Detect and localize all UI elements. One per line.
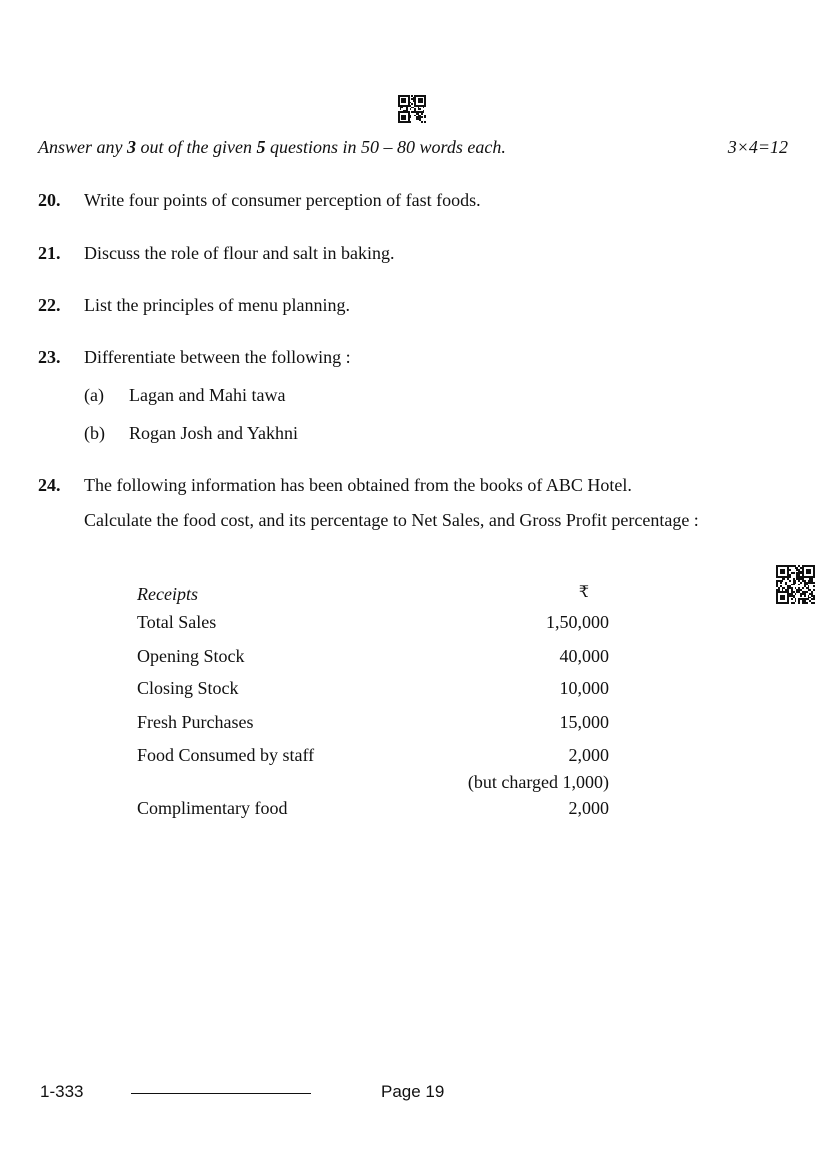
footer-paper-code: 1-333 xyxy=(40,1082,84,1101)
section-marks: 3×4=12 xyxy=(727,137,788,157)
footer-page-number: Page 19 xyxy=(381,1082,445,1101)
instruction-count: 3 xyxy=(127,137,136,157)
question-23-part-a-text: Lagan and Mahi tawa xyxy=(129,385,286,405)
instruction-suffix: questions in 50 – 80 words each. xyxy=(265,137,506,157)
question-23-part-a-label: (a) xyxy=(84,385,104,405)
question-23-part-b-label: (b) xyxy=(84,423,105,443)
question-23-text: Differentiate between the following : xyxy=(84,347,351,367)
instruction-prefix: Answer any xyxy=(38,137,127,157)
table-row-value: 15,000 xyxy=(559,712,609,732)
question-22-text: List the principles of menu planning. xyxy=(84,295,350,315)
question-24-text: The following information has been obtained from the books of ABC Hotel. xyxy=(84,475,632,495)
question-23-part-b-text: Rogan Josh and Yakhni xyxy=(129,423,299,443)
table-row-value: 10,000 xyxy=(559,678,609,698)
qr-code-side xyxy=(776,565,815,604)
question-21-number: 21. xyxy=(38,243,61,263)
section-instruction xyxy=(38,137,788,158)
table-row-label: Fresh Purchases xyxy=(137,712,254,732)
table-row-label: Opening Stock xyxy=(137,646,245,666)
table-row-label: Closing Stock xyxy=(137,678,239,698)
question-24-detail: Calculate the food cost, and its percentage to Net Sales, and Gross Profit percentage : xyxy=(84,510,699,530)
table-row-note: (but charged 1,000) xyxy=(467,772,609,792)
instruction-total: 5 xyxy=(256,137,266,157)
table-header-receipts: Receipts xyxy=(137,584,198,604)
table-row-label: Total Sales xyxy=(137,612,217,632)
question-24-number: 24. xyxy=(38,475,61,495)
table-row-value: 1,50,000 xyxy=(546,612,609,632)
table-row-label: Food Consumed by staff xyxy=(137,745,315,765)
question-23-number: 23. xyxy=(38,347,61,367)
footer-divider xyxy=(131,1093,311,1094)
instruction-mid: out of the given xyxy=(136,137,257,157)
question-22-number: 22. xyxy=(38,295,61,315)
question-20-text: Write four points of consumer perception of fast foods. xyxy=(84,190,481,210)
qr-code-top xyxy=(398,95,426,123)
table-row-value: 40,000 xyxy=(559,646,609,666)
table-header-currency: ₹ xyxy=(578,584,589,601)
question-21-text: Discuss the role of flour and salt in baking. xyxy=(84,243,395,263)
question-20-number: 20. xyxy=(38,190,61,210)
table-row-value: 2,000 xyxy=(568,798,609,818)
table-row-value: 2,000 xyxy=(568,745,609,765)
table-row-label: Complimentary food xyxy=(137,798,288,818)
